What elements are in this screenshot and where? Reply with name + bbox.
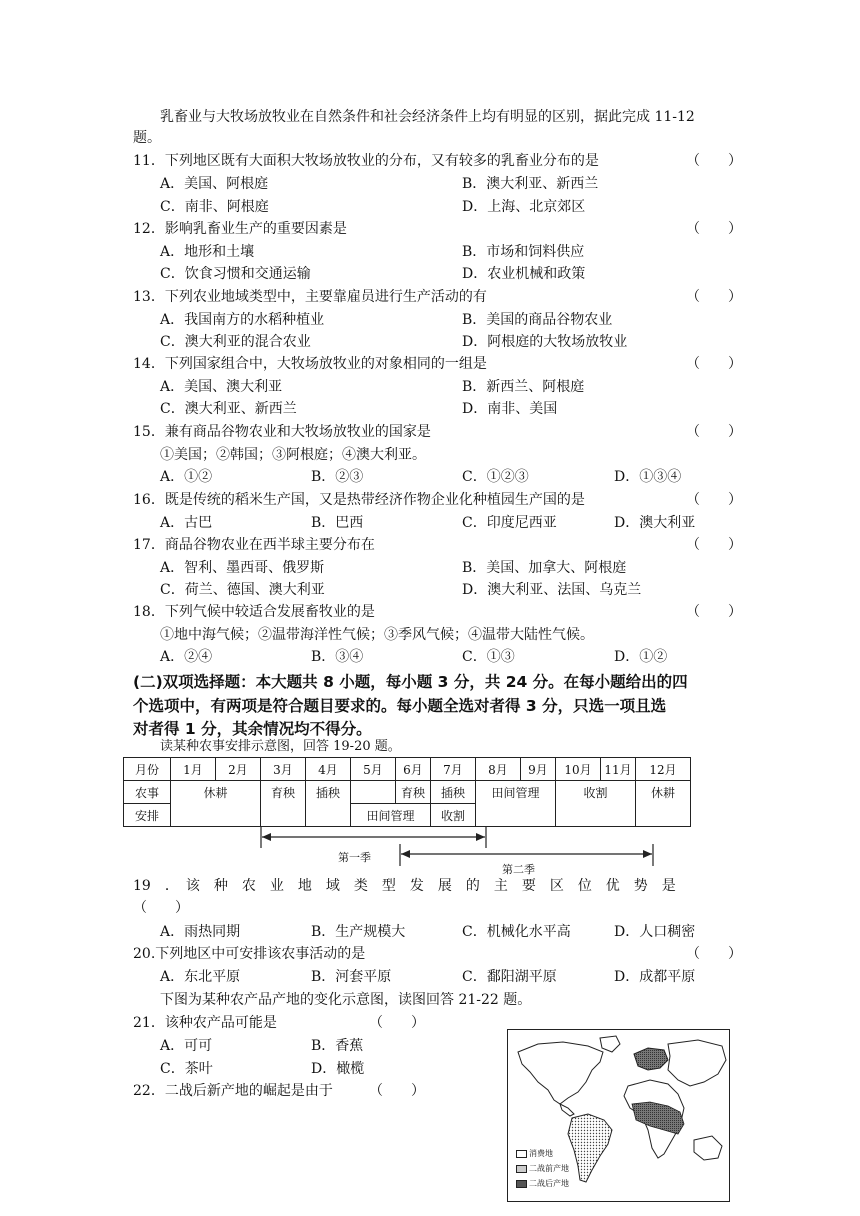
harvest-1: 收割 bbox=[431, 804, 476, 827]
month-2: 2月 bbox=[216, 758, 261, 781]
q12-answer-blank[interactable]: （ ） bbox=[686, 221, 742, 237]
q16-answer-blank[interactable]: （ ） bbox=[686, 492, 742, 508]
season-arrows bbox=[255, 826, 675, 866]
q17-option-b: B．美国、加拿大、阿根庭 bbox=[462, 560, 627, 576]
q21-option-a: A．可可 bbox=[160, 1038, 213, 1054]
read-map-instruction: 下图为某种农产品产地的变化示意图，读图回答 21-22 题。 bbox=[160, 992, 532, 1008]
q12-option-b: B．市场和饲料供应 bbox=[462, 244, 585, 260]
world-map-drawing bbox=[508, 1030, 729, 1201]
q18-options-list: ①地中海气候；②温带海洋性气候；③季风气候；④温带大陆性气候。 bbox=[160, 627, 594, 643]
q16-option-d: D．澳大利亚 bbox=[614, 515, 696, 531]
q17-answer-blank[interactable]: （ ） bbox=[686, 537, 742, 553]
q15-stem: 15．兼有商品谷物农业和大牧场放牧业的国家是 bbox=[133, 424, 431, 440]
section2-line3: 对者得 1 分，其余情况均不得分。 bbox=[133, 720, 372, 738]
q12-option-d: D．农业机械和政策 bbox=[462, 266, 586, 282]
table-row bbox=[124, 758, 691, 781]
q13-answer-blank[interactable]: （ ） bbox=[686, 289, 742, 305]
q20-stem: 20.下列地区中可安排该农事活动的是 bbox=[133, 946, 366, 962]
seedling-2: 育秧 bbox=[396, 781, 431, 804]
q18-answer-blank[interactable]: （ ） bbox=[686, 604, 742, 620]
q19-option-d: D．人口稠密 bbox=[614, 924, 696, 940]
month-8: 8月 bbox=[476, 758, 521, 781]
q11-answer-blank[interactable]: （ ） bbox=[686, 153, 742, 169]
q13-stem: 13．下列农业地域类型中，主要靠雇员进行生产活动的有 bbox=[133, 289, 487, 305]
field-management-2: 田间管理 bbox=[476, 781, 556, 827]
row-label-2: 安排 bbox=[124, 804, 171, 827]
q17-option-d: D．澳大利亚、法国、乌克兰 bbox=[462, 582, 642, 598]
q16-stem: 16．既是传统的稻米生产国，又是热带经济作物企业化种植园生产国的是 bbox=[133, 492, 585, 508]
table-row bbox=[124, 781, 691, 804]
month-11: 11月 bbox=[601, 758, 636, 781]
q11-option-b: B．澳大利亚、新西兰 bbox=[462, 176, 599, 192]
q21-answer-blank[interactable]: （ ） bbox=[369, 1015, 425, 1031]
transplant-1: 插秧 bbox=[306, 781, 351, 827]
q15-option-c: C．①②③ bbox=[462, 469, 529, 485]
q21-option-d: D．橄榄 bbox=[311, 1061, 365, 1077]
q15-options-list: ①美国；②韩国；③阿根庭；④澳大利亚。 bbox=[160, 447, 426, 463]
legend-consumption bbox=[516, 1148, 553, 1159]
intro-line2: 题。 bbox=[133, 130, 161, 146]
fallow-2: 休耕 bbox=[636, 781, 691, 827]
season-2-label: 第二季 bbox=[502, 863, 535, 876]
q21-option-c: C．茶叶 bbox=[160, 1061, 213, 1077]
harvest-2: 收割 bbox=[556, 781, 636, 827]
q13-option-b: B．美国的商品谷物农业 bbox=[462, 312, 613, 328]
legend-label: 消费地 bbox=[529, 1149, 553, 1158]
q13-option-a: A．我国南方的水稻种植业 bbox=[160, 312, 325, 328]
month-3: 3月 bbox=[261, 758, 306, 781]
month-6: 6月 bbox=[396, 758, 431, 781]
q20-option-a: A．东北平原 bbox=[160, 969, 241, 985]
q16-option-a: A．古巴 bbox=[160, 515, 213, 531]
q17-option-c: C．荷兰、德国、澳大利亚 bbox=[160, 582, 325, 598]
world-map-figure bbox=[507, 1029, 730, 1202]
month-7: 7月 bbox=[431, 758, 476, 781]
intro-line1: 乳畜业与大牧场放牧业在自然条件和社会经济条件上均有明显的区别，据此完成 11-12 bbox=[160, 109, 695, 125]
legend-postwar bbox=[516, 1178, 569, 1189]
q16-option-c: C．印度尼西亚 bbox=[462, 515, 557, 531]
section2-line1: (二)双项选择题：本大题共 8 小题，每小题 3 分，共 24 分。在每小题给出的四 bbox=[133, 673, 688, 691]
q15-answer-blank[interactable]: （ ） bbox=[686, 424, 742, 440]
q15-option-d: D．①③④ bbox=[614, 469, 682, 485]
fallow-1: 休耕 bbox=[171, 781, 261, 827]
read-chart-instruction: 读某种农事安排示意图，回答 19-20 题。 bbox=[160, 739, 401, 754]
season-1-label: 第一季 bbox=[338, 851, 371, 864]
seedling-1: 育秧 bbox=[261, 781, 306, 827]
q18-option-d: D．①② bbox=[614, 649, 668, 665]
q12-option-c: C．饮食习惯和交通运输 bbox=[160, 266, 311, 282]
legend-label: 二战后产地 bbox=[529, 1179, 569, 1188]
q18-option-c: C．①③ bbox=[462, 649, 515, 665]
q15-option-b: B．②③ bbox=[311, 469, 364, 485]
q13-option-d: D．阿根庭的大牧场放牧业 bbox=[462, 334, 628, 350]
q11-option-d: D．上海、北京郊区 bbox=[462, 199, 586, 215]
q20-option-c: C．鄱阳湖平原 bbox=[462, 969, 557, 985]
q20-option-d: D．成都平原 bbox=[614, 969, 696, 985]
q20-answer-blank[interactable]: （ ） bbox=[686, 946, 742, 962]
q21-option-b: B．香蕉 bbox=[311, 1038, 364, 1054]
field-management-1: 田间管理 bbox=[351, 804, 431, 827]
q18-option-b: B．③④ bbox=[311, 649, 364, 665]
q20-option-b: B．河套平原 bbox=[311, 969, 392, 985]
q17-option-a: A．智利、墨西哥、俄罗斯 bbox=[160, 560, 325, 576]
q14-option-a: A．美国、澳大利亚 bbox=[160, 379, 283, 395]
q16-option-b: B．巴西 bbox=[311, 515, 364, 531]
q18-stem: 18．下列气候中较适合发展畜牧业的是 bbox=[133, 604, 375, 620]
legend-label: 二战前产地 bbox=[529, 1164, 569, 1173]
q11-stem: 11．下列地区既有大面积大牧场放牧业的分布，又有较多的乳畜业分布的是 bbox=[133, 153, 599, 169]
q14-answer-blank[interactable]: （ ） bbox=[686, 356, 742, 372]
month-1: 1月 bbox=[171, 758, 216, 781]
q19-stem: 19 ． 该 种 农 业 地 域 类 型 发 展 的 主 要 区 位 优 势 是 bbox=[133, 878, 676, 894]
row-label-1: 农事 bbox=[124, 781, 171, 804]
q19-answer-blank[interactable]: （ ） bbox=[133, 900, 189, 916]
legend-swatch-icon bbox=[516, 1165, 527, 1173]
q17-stem: 17．商品谷物农业在西半球主要分布在 bbox=[133, 537, 375, 553]
q22-stem: 22．二战后新产地的崛起是由于 bbox=[133, 1083, 333, 1099]
q12-stem: 12．影响乳畜业生产的重要因素是 bbox=[133, 221, 347, 237]
q14-option-b: B．新西兰、阿根庭 bbox=[462, 379, 585, 395]
q22-answer-blank[interactable]: （ ） bbox=[369, 1083, 425, 1099]
month-9: 9月 bbox=[521, 758, 556, 781]
month-4: 4月 bbox=[306, 758, 351, 781]
month-10: 10月 bbox=[556, 758, 601, 781]
month-12: 12月 bbox=[636, 758, 691, 781]
q14-option-d: D．南非、美国 bbox=[462, 401, 558, 417]
q19-option-a: A．雨热同期 bbox=[160, 924, 241, 940]
legend-prewar bbox=[516, 1163, 569, 1174]
q14-option-c: C．澳大利亚、新西兰 bbox=[160, 401, 297, 417]
blank-cell bbox=[351, 781, 396, 804]
q11-option-c: C．南非、阿根庭 bbox=[160, 199, 269, 215]
q18-option-a: A．②④ bbox=[160, 649, 213, 665]
q21-stem: 21．该种农产品可能是 bbox=[133, 1015, 277, 1031]
month-header: 月份 bbox=[124, 758, 171, 781]
section2-line2: 个选项中，有两项是符合题目要求的。每小题全选对者得 3 分，只选一项且选 bbox=[133, 697, 667, 715]
q19-option-c: C．机械化水平高 bbox=[462, 924, 571, 940]
legend-swatch-icon bbox=[516, 1150, 527, 1158]
q12-option-a: A．地形和土壤 bbox=[160, 244, 255, 260]
month-5: 5月 bbox=[351, 758, 396, 781]
q15-option-a: A．①② bbox=[160, 469, 213, 485]
legend-swatch-icon bbox=[516, 1180, 527, 1188]
q14-stem: 14．下列国家组合中，大牧场放牧业的对象相同的一组是 bbox=[133, 356, 487, 372]
farming-schedule-table bbox=[123, 757, 691, 827]
q13-option-c: C．澳大利亚的混合农业 bbox=[160, 334, 311, 350]
q11-option-a: A．美国、阿根庭 bbox=[160, 176, 269, 192]
transplant-2: 插秧 bbox=[431, 781, 476, 804]
q19-option-b: B．生产规模大 bbox=[311, 924, 406, 940]
